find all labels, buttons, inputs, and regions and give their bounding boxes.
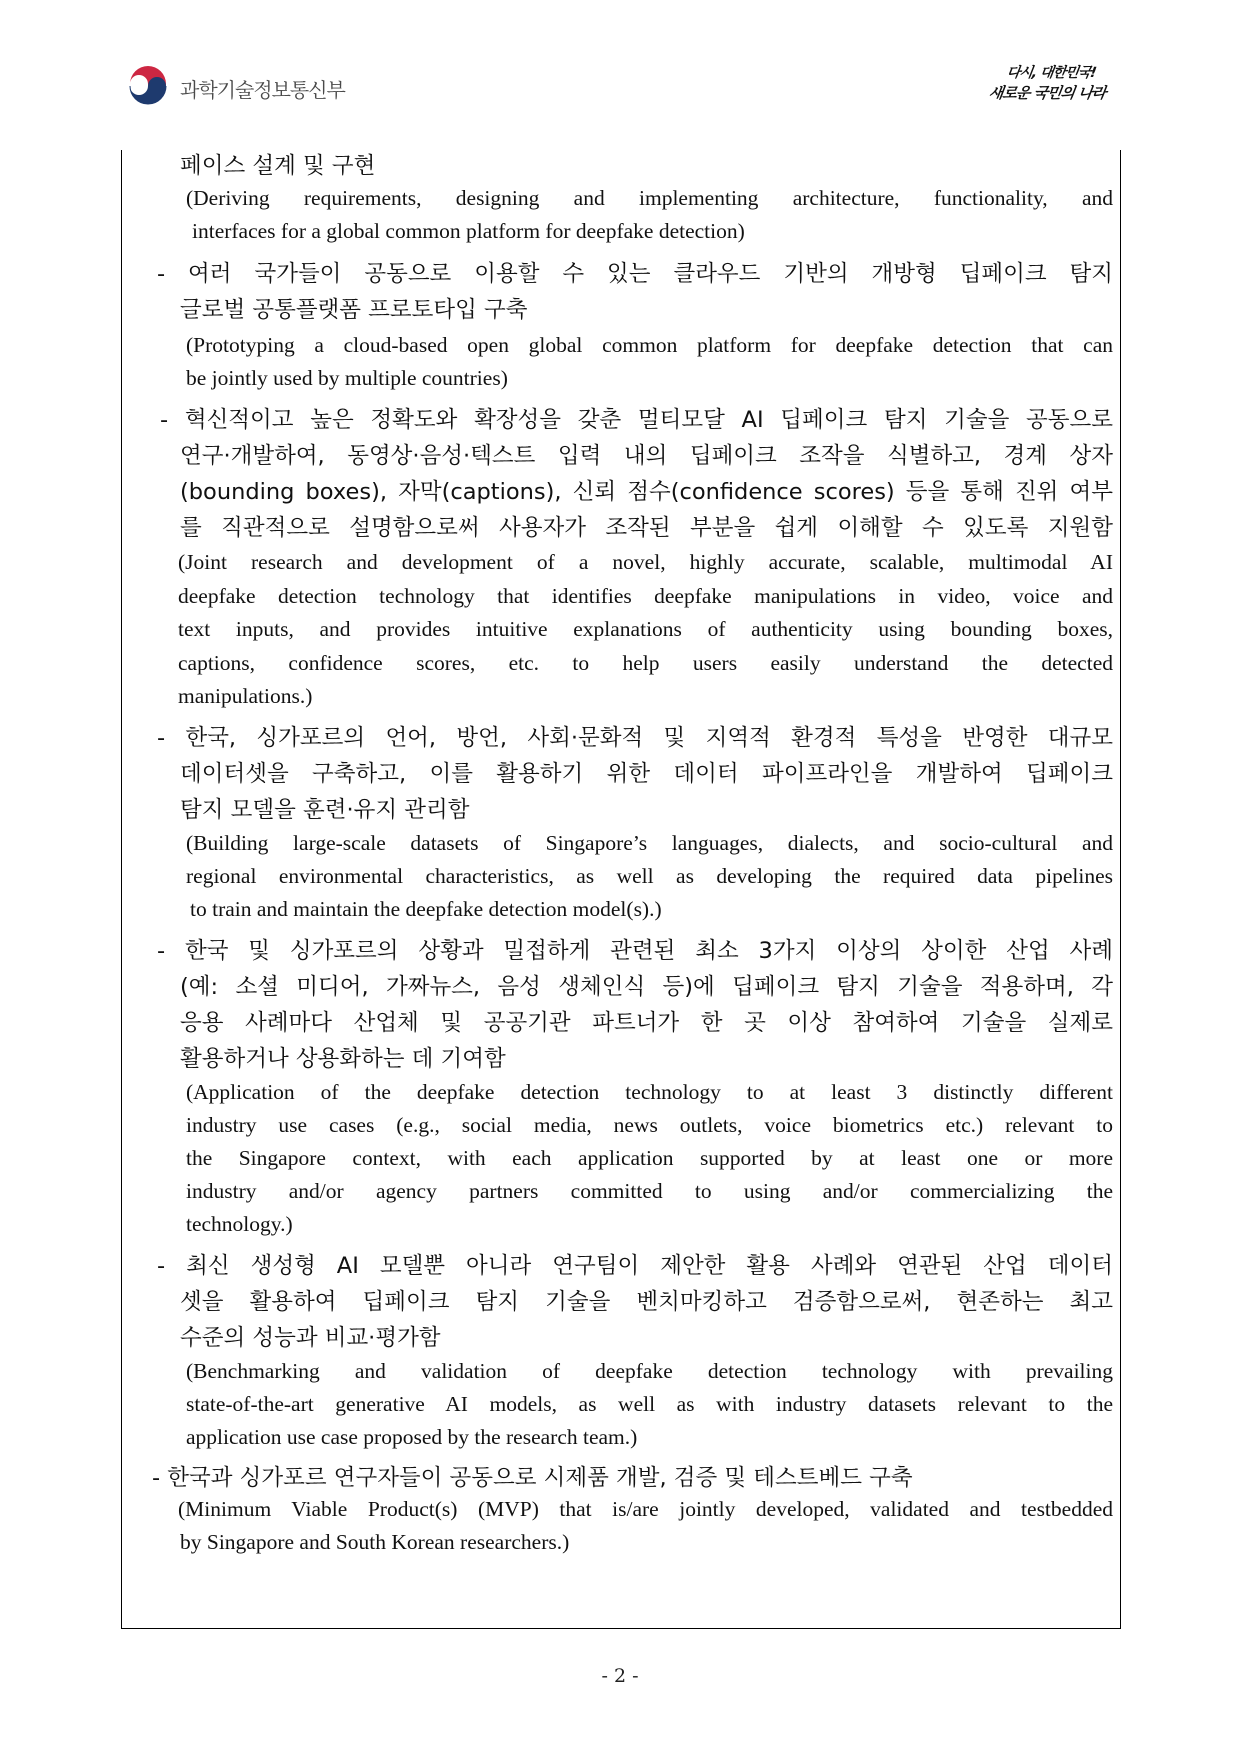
english-text-line: be jointly used by multiple countries) bbox=[186, 366, 508, 390]
english-text-line: deepfake detection technology that identifies deepfake manipulations in video, voice and bbox=[178, 584, 1113, 608]
korean-text-line: - 여러 국가들이 공동으로 이용할 수 있는 클라우드 기반의 개방형 딥페이크 탐지 bbox=[157, 261, 1113, 286]
english-text-line: (Joint research and development of a novel, highly accurate, scalable, multimodal AI bbox=[178, 550, 1113, 574]
english-text-line: industry use cases (e.g., social media, news outlets, voice biometrics etc.) relevant to bbox=[186, 1113, 1113, 1137]
english-text-line: the Singapore context, with each application supported by at least one or more bbox=[186, 1146, 1113, 1170]
korean-text-line: 셋을 활용하여 딥페이크 탐지 기술을 벤치마킹하고 검증함으로써, 현존하는 최고 bbox=[180, 1289, 1113, 1314]
korean-text-line: (bounding boxes), 자막(captions), 신뢰 점수(confidence scores) 등을 통해 진위 여부 bbox=[180, 479, 1113, 504]
english-text-line: captions, confidence scores, etc. to help users easily understand the detected bbox=[178, 651, 1113, 675]
korean-text-line: 응용 사례마다 산업체 및 공공기관 파트너가 한 곳 이상 참여하여 기술을 실제로 bbox=[180, 1010, 1113, 1035]
korean-text-line: 연구·개발하여, 동영상·음성·텍스트 입력 내의 딥페이크 조작을 식별하고, 경계 상자 bbox=[180, 443, 1113, 468]
taegeuk-logo-icon bbox=[126, 64, 170, 108]
korean-text-line: - 한국과 싱가포르 연구자들이 공동으로 시제품 개발, 검증 및 테스트베드 구축 bbox=[152, 1465, 913, 1491]
korean-text-line: - 한국 및 싱가포르의 상황과 밀접하게 관련된 최소 3가지 이상의 상이한 산업 사례 bbox=[157, 938, 1113, 963]
korean-text-line: 탐지 모델을 훈련·유지 관리함 bbox=[180, 797, 470, 823]
korean-text-line: 활용하거나 상용화하는 데 기여함 bbox=[180, 1046, 506, 1072]
korean-text-line: 페이스 설계 및 구현 bbox=[180, 153, 376, 179]
ministry-name: 과학기술정보통신부 bbox=[180, 78, 345, 102]
english-text-line: (Benchmarking and validation of deepfake detection technology with prevailing bbox=[186, 1359, 1113, 1383]
english-text-line: manipulations.) bbox=[178, 684, 313, 708]
english-text-line: application use case proposed by the research team.) bbox=[186, 1425, 638, 1449]
korean-text-line: - 최신 생성형 AI 모델뿐 아니라 연구팀이 제안한 활용 사례와 연관된 산업 데이터 bbox=[157, 1253, 1113, 1278]
english-text-line: (Building large-scale datasets of Singapore’s languages, dialects, and socio-cultural and bbox=[186, 831, 1113, 855]
korean-text-line: - 혁신적이고 높은 정확도와 확장성을 갖춘 멀티모달 AI 딥페이크 탐지 기술을 공동으로 bbox=[160, 407, 1113, 432]
slogan-line-1: 다시, 대한민국! bbox=[1005, 65, 1097, 81]
english-text-line: by Singapore and South Korean researchers.) bbox=[180, 1530, 570, 1554]
english-text-line: (Prototyping a cloud-based open global common platform for deepfake detection that can bbox=[186, 333, 1113, 357]
slogan-line-2: 새로운 국민의 나라 bbox=[987, 84, 1107, 102]
english-text-line: (Minimum Viable Product(s) (MVP) that is/are jointly developed, validated and testbedded bbox=[178, 1497, 1113, 1521]
korean-text-line: 를 직관적으로 설명함으로써 사용자가 조작된 부분을 쉽게 이해할 수 있도록 지원함 bbox=[180, 515, 1113, 540]
korean-text-line: 수준의 성능과 비교·평가함 bbox=[180, 1325, 441, 1351]
korean-text-line: 글로벌 공통플랫폼 프로토타입 구축 bbox=[180, 297, 528, 323]
page-number: - 2 - bbox=[601, 1665, 639, 1687]
korean-text-line: - 한국, 싱가포르의 언어, 방언, 사회·문화적 및 지역적 환경적 특성을 반영한 대규모 bbox=[157, 725, 1113, 750]
english-text-line: (Application of the deepfake detection technology to at least 3 distinctly different bbox=[186, 1080, 1113, 1104]
english-text-line: text inputs, and provides intuitive explanations of authenticity using bounding boxes, bbox=[178, 617, 1113, 641]
korean-text-line: (예: 소셜 미디어, 가짜뉴스, 음성 생체인식 등)에 딥페이크 탐지 기술을 적용하며, 각 bbox=[180, 974, 1113, 999]
korean-text-line: 데이터셋을 구축하고, 이를 활용하기 위한 데이터 파이프라인을 개발하여 딥페이크 bbox=[180, 761, 1113, 786]
english-text-line: interfaces for a global common platform for deepfake detection) bbox=[192, 219, 745, 243]
ministry-logo bbox=[126, 64, 170, 108]
english-text-line: state-of-the-art generative AI models, as well as with industry datasets relevant to the bbox=[186, 1392, 1113, 1416]
slogan bbox=[985, 60, 1135, 110]
english-text-line: (Deriving requirements, designing and implementing architecture, functionality, and bbox=[186, 186, 1113, 210]
english-text-line: industry and/or agency partners committed to using and/or commercializing the bbox=[186, 1179, 1113, 1203]
english-text-line: to train and maintain the deepfake detection model(s).) bbox=[190, 897, 662, 921]
english-text-line: technology.) bbox=[186, 1212, 293, 1236]
english-text-line: regional environmental characteristics, as well as developing the required data pipelines bbox=[186, 864, 1113, 888]
